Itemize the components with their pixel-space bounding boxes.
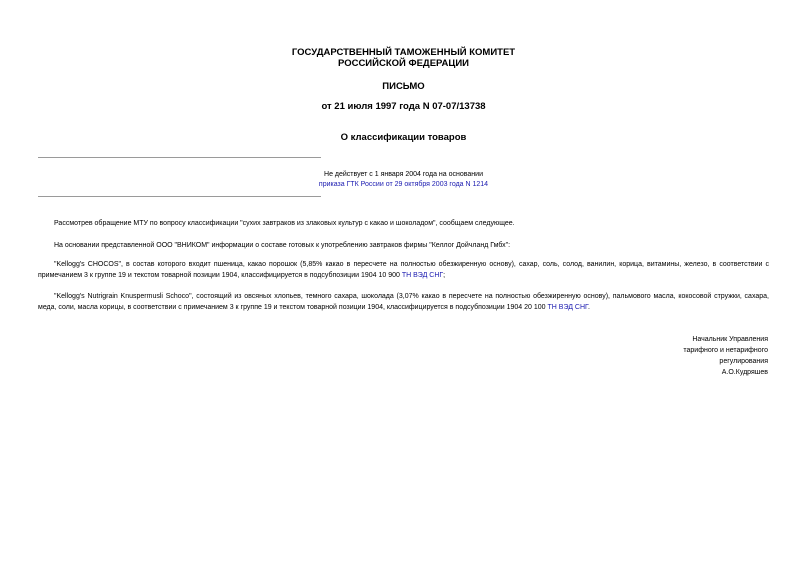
paragraph-basis: На основании представленной ООО "ВНИКОМ" информации о составе готовых к употреблению завтраков фирмы "Келлог Дойчланд Гмбх": (54, 242, 511, 249)
org-line-2: РОССИЙСКОЙ ФЕДЕРАЦИИ (337, 58, 469, 69)
signature-block (683, 334, 768, 378)
paragraph-chocos-text: "Kellogg's CHOCOS", в состав которого входит пшеница, какао порошок (5,85% какао в пересчете на полностью обезжиренную основу), сахар, соль, солод, ванилин, корица, витамины, железо, в соответствии с примечанием 3 к группе 19 и текстом товарной позиции 1904, классифицируется в подсубпозиции 1904 10 900 (38, 261, 769, 279)
paragraph-nutrigrain (38, 291, 769, 313)
paragraph-chocos (38, 259, 769, 281)
document-date-number: от 21 июля 1997 года N 07-07/13738 (321, 101, 486, 112)
status-notice (0, 170, 807, 190)
signature-line-3: регулирования (719, 358, 768, 365)
paragraph-chocos-end: ; (443, 272, 446, 279)
status-notice-text: Не действует с 1 января 2004 года на основании (324, 171, 483, 178)
status-notice-link[interactable]: приказа ГТК России от 29 октября 2003 года N 1214 (318, 181, 489, 188)
org-line-1: ГОСУДАРСТВЕННЫЙ ТАМОЖЕННЫЙ КОМИТЕТ (291, 47, 516, 58)
tn-ved-link-1[interactable]: ТН ВЭД СНГ (401, 272, 444, 279)
issuing-organization (0, 47, 807, 69)
paragraph-intro: Рассмотрев обращение МТУ по вопросу классификации "сухих завтраков из злаковых культур с какао и шоколадом", сообщаем следующее. (54, 220, 515, 227)
tn-ved-link-2[interactable]: ТН ВЭД СНГ (547, 304, 588, 311)
divider-bottom (38, 196, 321, 197)
paragraph-nutrigrain-end: . (587, 304, 590, 311)
signatory-name: А.О.Кудряшев (721, 369, 768, 376)
document-title: О классификации товаров (340, 132, 467, 143)
signature-line-2: тарифного и нетарифного (683, 347, 768, 354)
document-type: ПИСЬМО (382, 81, 425, 92)
divider-top (38, 157, 321, 158)
signature-line-1: Начальник Управления (692, 336, 768, 343)
paragraph-nutrigrain-text: "Kellogg's Nutrigrain Knuspermusli Schoco", состоящий из овсяных хлопьев, темного сахара, шоколада (3,07% какао в пересчете на полностью обезжиренную основу), пальмового масла, кокосовой стружки, сахара, меда, соли, масла корицы, в соответствии с примечанием 3 к группе 19 и текстом товарной позиции 1904, классифицируется в подсубпозиции 1904 20 100 (38, 293, 769, 311)
